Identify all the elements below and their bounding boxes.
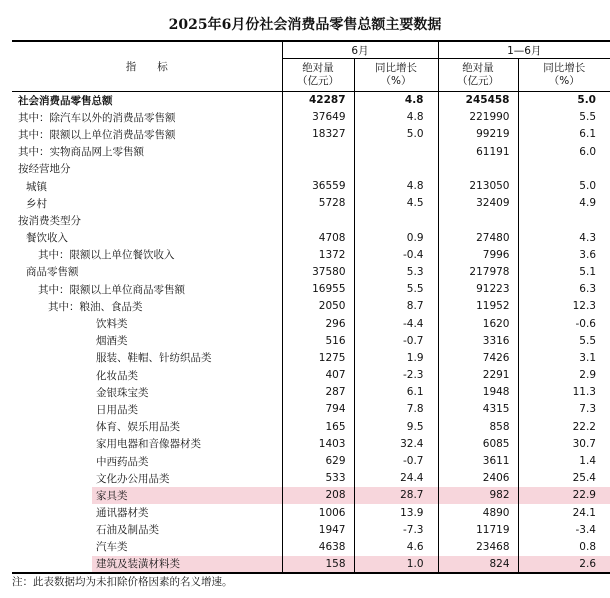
ytd-header: 1—6月 <box>438 41 610 59</box>
ytd-abs-cell: 99219 <box>438 126 518 143</box>
ytd-abs-cell: 4315 <box>438 401 518 418</box>
row-label: 家具类 <box>12 487 282 504</box>
row-label: 化妆品类 <box>96 369 138 382</box>
month-abs-cell: 2050 <box>282 298 354 315</box>
ytd-abs-cell <box>438 160 518 177</box>
ytd-abs-cell: 4890 <box>438 504 518 521</box>
table-row <box>12 401 610 418</box>
table-row <box>12 298 610 315</box>
month-abs-cell <box>282 212 354 229</box>
month-abs-cell: 208 <box>282 487 354 504</box>
month-abs-cell: 1275 <box>282 349 354 366</box>
month-abs-cell: 1403 <box>282 435 354 452</box>
yoy-label: 同比增长 （%） <box>375 62 417 87</box>
ytd-abs-cell: 982 <box>438 487 518 504</box>
ytd-abs-cell <box>438 212 518 229</box>
ytd-abs-cell: 27480 <box>438 229 518 246</box>
indicator-header: 指 标 <box>12 41 282 92</box>
month-yoy-cell: 9.5 <box>354 418 438 435</box>
ytd-yoy-header <box>518 59 610 92</box>
abs-label: 绝对量 （亿元） <box>457 62 499 87</box>
month-abs-cell: 5728 <box>282 195 354 212</box>
row-label: 家用电器和音像器材类 <box>96 438 201 451</box>
ytd-abs-cell: 3316 <box>438 332 518 349</box>
table-row <box>12 470 610 487</box>
month-abs-cell: 165 <box>282 418 354 435</box>
ytd-yoy-cell: 11.3 <box>518 384 610 401</box>
table-row <box>12 109 610 126</box>
row-label: 文化办公用品类 <box>96 472 170 485</box>
month-abs-cell: 42287 <box>282 92 354 109</box>
row-label: 按消费类型分 <box>18 214 81 227</box>
ytd-yoy-cell: 7.3 <box>518 401 610 418</box>
row-label: 建筑及装潢材料类 <box>12 556 282 573</box>
row-label: 烟酒类 <box>96 335 128 348</box>
ytd-yoy-cell: 5.0 <box>518 177 610 194</box>
row-label: 日用品类 <box>96 403 138 416</box>
yoy-label: 同比增长 （%） <box>543 62 586 87</box>
month-abs-cell: 16955 <box>282 281 354 298</box>
row-label: 其中：限额以上单位消费品零售额 <box>18 128 176 141</box>
ytd-yoy-cell: 5.1 <box>518 263 610 280</box>
table-row <box>12 177 610 194</box>
row-label: 汽车类 <box>96 541 128 554</box>
table-row <box>12 126 610 143</box>
month-yoy-cell: 4.8 <box>354 109 438 126</box>
ytd-abs-cell: 245458 <box>438 92 518 109</box>
ytd-yoy-cell: 22.9 <box>518 487 610 504</box>
month-yoy-cell: 32.4 <box>354 435 438 452</box>
month-abs-cell: 158 <box>282 556 354 573</box>
row-label: 乡村 <box>26 197 47 210</box>
row-label: 其中：限额以上单位餐饮收入 <box>38 249 175 262</box>
row-label: 其中：粮油、食品类 <box>48 300 143 313</box>
table-row <box>12 229 610 246</box>
month-abs-cell: 1006 <box>282 504 354 521</box>
table-row <box>12 212 610 229</box>
table-row <box>12 246 610 263</box>
ytd-yoy-cell: -3.4 <box>518 521 610 538</box>
month-header: 6月 <box>282 41 438 59</box>
month-yoy-cell: 0.9 <box>354 229 438 246</box>
ytd-yoy-cell: 6.0 <box>518 143 610 160</box>
row-label: 其中：实物商品网上零售额 <box>18 146 144 159</box>
ytd-abs-cell: 32409 <box>438 195 518 212</box>
month-yoy-cell: 5.0 <box>354 126 438 143</box>
month-yoy-cell: 8.7 <box>354 298 438 315</box>
table-row <box>12 367 610 384</box>
ytd-yoy-cell: 3.6 <box>518 246 610 263</box>
row-label: 通讯器材类 <box>96 507 149 520</box>
abs-label: 绝对量 （亿元） <box>297 62 339 87</box>
month-abs-cell: 516 <box>282 332 354 349</box>
month-yoy-cell: 24.4 <box>354 470 438 487</box>
ytd-yoy-cell <box>518 160 610 177</box>
month-yoy-cell: -0.7 <box>354 332 438 349</box>
ytd-yoy-cell: 4.3 <box>518 229 610 246</box>
row-label: 服装、鞋帽、针纺织品类 <box>96 352 212 365</box>
ytd-abs-cell: 858 <box>438 418 518 435</box>
ytd-abs-cell: 7996 <box>438 246 518 263</box>
page-title: 2025年6月份社会消费品零售总额主要数据 <box>168 17 442 33</box>
ytd-yoy-cell: 1.4 <box>518 452 610 469</box>
ytd-abs-cell: 23468 <box>438 538 518 555</box>
table-row <box>12 263 610 280</box>
month-yoy-cell: -0.4 <box>354 246 438 263</box>
row-label: 其中：限额以上单位商品零售额 <box>38 283 185 296</box>
month-yoy-cell <box>354 212 438 229</box>
ytd-abs-cell: 11952 <box>438 298 518 315</box>
table-row <box>12 160 610 177</box>
ytd-yoy-cell: 22.2 <box>518 418 610 435</box>
month-abs-cell: 18327 <box>282 126 354 143</box>
month-yoy-cell: -7.3 <box>354 521 438 538</box>
ytd-yoy-cell: 6.3 <box>518 281 610 298</box>
month-yoy-cell <box>354 160 438 177</box>
table-row <box>12 521 610 538</box>
ytd-abs-cell: 7426 <box>438 349 518 366</box>
ytd-abs-header <box>438 59 518 92</box>
ytd-abs-cell: 2406 <box>438 470 518 487</box>
table-row <box>12 349 610 366</box>
row-label: 体育、娱乐用品类 <box>96 421 180 434</box>
ytd-abs-cell: 217978 <box>438 263 518 280</box>
month-abs-cell: 1372 <box>282 246 354 263</box>
month-abs-cell: 1947 <box>282 521 354 538</box>
table-body <box>12 92 610 573</box>
ytd-yoy-cell: 5.5 <box>518 332 610 349</box>
ytd-abs-cell: 2291 <box>438 367 518 384</box>
month-abs-cell: 4708 <box>282 229 354 246</box>
ytd-abs-cell: 61191 <box>438 143 518 160</box>
ytd-yoy-cell: 6.1 <box>518 126 610 143</box>
retail-sales-table <box>12 40 610 574</box>
month-abs-cell: 37580 <box>282 263 354 280</box>
ytd-yoy-cell: 0.8 <box>518 538 610 555</box>
ytd-yoy-cell <box>518 212 610 229</box>
month-yoy-cell: 7.8 <box>354 401 438 418</box>
table-row <box>12 504 610 521</box>
month-yoy-cell: 5.5 <box>354 281 438 298</box>
month-abs-cell <box>282 143 354 160</box>
ytd-abs-cell: 1948 <box>438 384 518 401</box>
month-yoy-cell <box>354 143 438 160</box>
row-label: 中西药品类 <box>96 455 149 468</box>
month-yoy-cell: 5.3 <box>354 263 438 280</box>
month-abs-cell: 36559 <box>282 177 354 194</box>
month-abs-cell <box>282 160 354 177</box>
ytd-yoy-cell: 24.1 <box>518 504 610 521</box>
table-row <box>12 332 610 349</box>
ytd-yoy-cell: 2.9 <box>518 367 610 384</box>
ytd-yoy-cell: 2.6 <box>518 556 610 573</box>
row-label: 石油及制品类 <box>96 524 159 537</box>
month-yoy-cell: 4.5 <box>354 195 438 212</box>
table-row <box>12 92 610 109</box>
table-row <box>12 418 610 435</box>
row-label: 城镇 <box>26 180 47 193</box>
month-yoy-cell: 13.9 <box>354 504 438 521</box>
row-label: 社会消费品零售总额 <box>18 94 113 107</box>
month-abs-header <box>282 59 354 92</box>
ytd-yoy-cell: 12.3 <box>518 298 610 315</box>
ytd-yoy-cell: 5.5 <box>518 109 610 126</box>
ytd-abs-cell: 1620 <box>438 315 518 332</box>
month-abs-cell: 37649 <box>282 109 354 126</box>
row-label: 商品零售额 <box>26 266 79 279</box>
ytd-yoy-cell: 5.0 <box>518 92 610 109</box>
row-label: 饮料类 <box>96 318 128 331</box>
ytd-abs-cell: 6085 <box>438 435 518 452</box>
month-abs-cell: 296 <box>282 315 354 332</box>
ytd-yoy-cell: -0.6 <box>518 315 610 332</box>
month-yoy-cell: -0.7 <box>354 452 438 469</box>
table-row <box>12 315 610 332</box>
ytd-yoy-cell: 3.1 <box>518 349 610 366</box>
month-yoy-cell: 28.7 <box>354 487 438 504</box>
month-abs-cell: 629 <box>282 452 354 469</box>
month-abs-cell: 4638 <box>282 538 354 555</box>
table-row <box>12 195 610 212</box>
month-yoy-cell: -4.4 <box>354 315 438 332</box>
table-row <box>12 487 610 504</box>
ytd-abs-cell: 824 <box>438 556 518 573</box>
row-label: 其中：除汽车以外的消费品零售额 <box>18 111 176 124</box>
table-row <box>12 538 610 555</box>
month-abs-cell: 794 <box>282 401 354 418</box>
ytd-abs-cell: 213050 <box>438 177 518 194</box>
month-abs-cell: 287 <box>282 384 354 401</box>
row-label: 按经营地分 <box>18 163 71 176</box>
month-yoy-cell: 1.0 <box>354 556 438 573</box>
table-row <box>12 143 610 160</box>
month-abs-cell: 407 <box>282 367 354 384</box>
month-abs-cell: 533 <box>282 470 354 487</box>
ytd-yoy-cell: 4.9 <box>518 195 610 212</box>
ytd-abs-cell: 221990 <box>438 109 518 126</box>
table-row <box>12 384 610 401</box>
month-yoy-cell: 4.8 <box>354 177 438 194</box>
ytd-abs-cell: 11719 <box>438 521 518 538</box>
table-row <box>12 556 610 573</box>
row-label: 餐饮收入 <box>26 232 68 245</box>
month-yoy-header <box>354 59 438 92</box>
ytd-abs-cell: 91223 <box>438 281 518 298</box>
ytd-yoy-cell: 30.7 <box>518 435 610 452</box>
row-label: 金银珠宝类 <box>96 386 149 399</box>
month-yoy-cell: 6.1 <box>354 384 438 401</box>
ytd-yoy-cell: 25.4 <box>518 470 610 487</box>
month-yoy-cell: -2.3 <box>354 367 438 384</box>
month-yoy-cell: 1.9 <box>354 349 438 366</box>
month-yoy-cell: 4.6 <box>354 538 438 555</box>
footnote: 注：此表数据均为未扣除价格因素的名义增速。 <box>12 576 233 588</box>
month-yoy-cell: 4.8 <box>354 92 438 109</box>
ytd-abs-cell: 3611 <box>438 452 518 469</box>
table-row <box>12 435 610 452</box>
table-row <box>12 281 610 298</box>
table-row <box>12 452 610 469</box>
